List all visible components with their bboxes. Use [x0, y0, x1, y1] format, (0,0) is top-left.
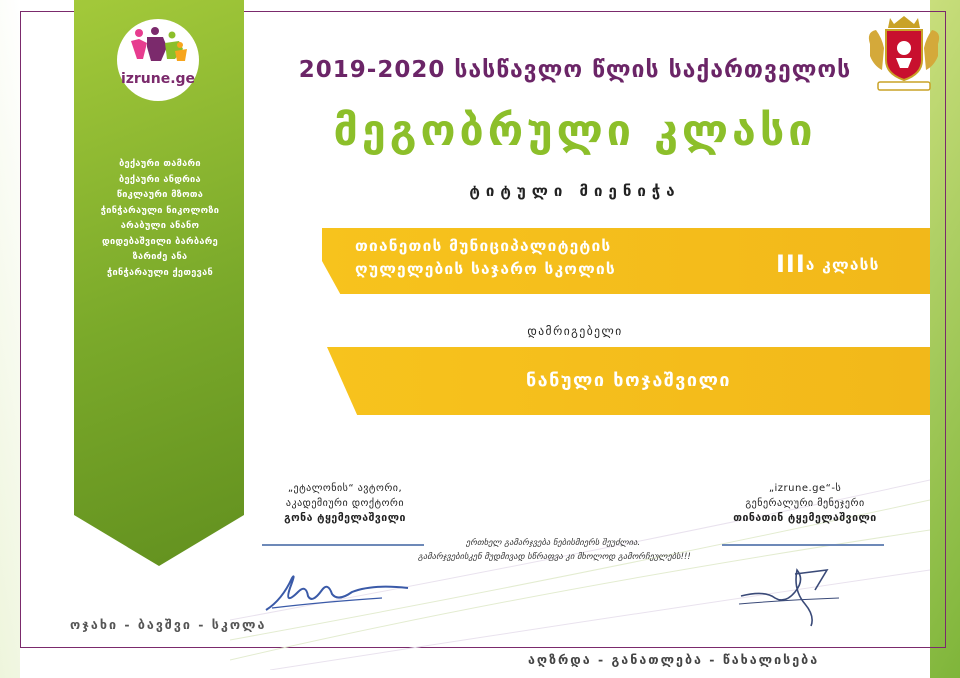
- left-edge-decoration: [0, 0, 20, 678]
- class-number: III: [776, 250, 806, 278]
- left-signatory-line-1: „ეტალონის“ ავტორი,: [287, 483, 403, 494]
- certificate-title: მეგობრული კლასი: [333, 106, 817, 156]
- right-signatory-line-1: „izrune.ge“-ს: [768, 483, 842, 494]
- student-name: ბექაური ანდრია: [119, 173, 201, 185]
- left-signature-line: [262, 544, 424, 546]
- certificate-subtitle: ტიტული მიენიჭა: [469, 182, 681, 200]
- right-signatory-name: თინათინ ტყემელაშვილი: [733, 512, 877, 524]
- right-handwritten-signature: [735, 560, 845, 630]
- footer-slogan: აღზრდა - განათლება - წახალისება: [528, 652, 820, 667]
- note-line-1: ერთხელ გამარჯვება ნებისმიერს შეუძლია.: [465, 538, 641, 548]
- motivational-note: [418, 536, 691, 564]
- logo-text: izrune.ge: [120, 71, 196, 87]
- left-signatory-line-2: აკადემიური დოქტორი: [285, 498, 405, 509]
- school-line-1: თიანეთის მუნიციპალიტეტის: [355, 237, 612, 255]
- mentor-name: ნანული ხოჯაშვილი: [525, 370, 732, 391]
- student-name: დიდებაშვილი ბარბარე: [101, 235, 218, 247]
- coat-of-arms-icon: [860, 14, 948, 94]
- school-line-2: ღულელების საჯარო სკოლის: [355, 260, 616, 278]
- class-word: ა კლასს: [805, 256, 880, 274]
- motto: ოჯახი - ბავშვი - სკოლა: [70, 617, 267, 632]
- student-name: ბექაური თამარი: [119, 158, 201, 169]
- izrune-logo: [117, 19, 199, 101]
- right-signatory-line-2: გენერალური მენეჯერი: [745, 498, 865, 509]
- student-name: არაბული ანანო: [120, 220, 200, 231]
- student-name: ჭინჭარაული ქეთევან: [106, 266, 214, 278]
- right-signatory: [715, 481, 895, 526]
- mentor-label: დამრიგებელი: [527, 324, 623, 338]
- student-names-list: [80, 156, 240, 280]
- year-line: 2019-2020 სასწავლო წლის საქართველოს: [298, 57, 852, 83]
- class-label: [776, 250, 880, 278]
- school-name: [355, 235, 616, 281]
- family-logo-icon: [117, 19, 199, 101]
- left-signatory-name: გონა ტყემელაშვილი: [284, 512, 406, 524]
- note-line-2: გამარჯვებისკენ მუდმივად სწრაფვა კი მხოლოდ გამორჩეულებს!!!: [418, 552, 691, 562]
- left-signatory: [255, 481, 435, 526]
- student-name: ჭინჭარაული ნიკოლოზი: [100, 204, 220, 216]
- left-handwritten-signature: [262, 570, 412, 616]
- student-name: წიკლაური მზოთა: [116, 189, 204, 200]
- right-signature-line: [722, 544, 884, 546]
- student-name: ზარიძე ანა: [132, 251, 188, 262]
